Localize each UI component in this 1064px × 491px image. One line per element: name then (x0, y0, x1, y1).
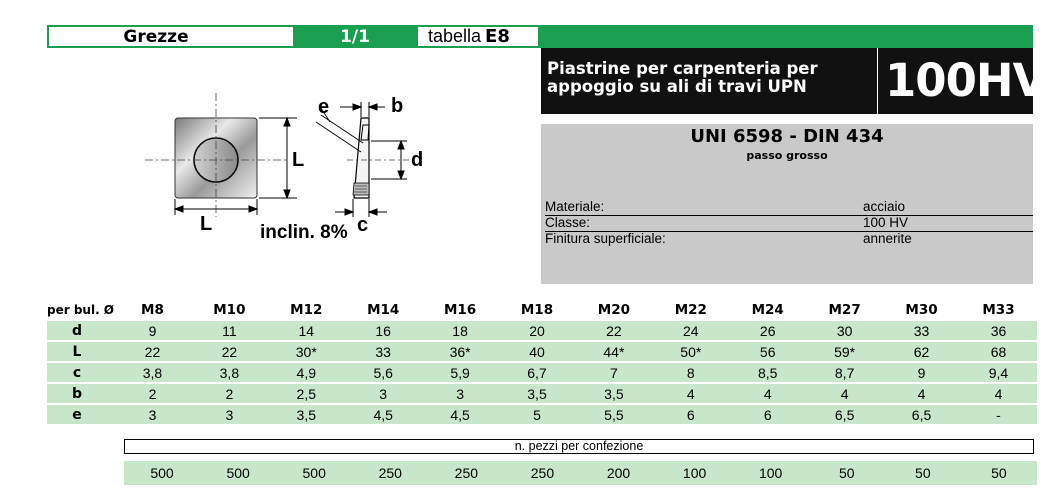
table-cell: 3 (114, 404, 191, 424)
header-size: M27 (806, 300, 883, 320)
prop-material: Materiale: acciaio (545, 199, 1033, 216)
label-l-horizontal: L (200, 213, 213, 235)
prop-finish: Finitura superficiale: annerite (545, 231, 912, 246)
table-cell: 30* (268, 341, 345, 362)
header-grezze: Grezze (49, 27, 293, 46)
product-title: Piastrine per carpenteria per appoggio su ali di travi UPN (547, 59, 818, 96)
table-cell: 9 (883, 362, 960, 383)
table-cell: 3 (191, 404, 268, 424)
table-row (47, 341, 1037, 362)
header-size: M30 (883, 300, 960, 320)
table-cell: 6 (729, 404, 806, 424)
table-cell: 59* (806, 341, 883, 362)
table-cell: 4 (960, 383, 1037, 404)
table-cell: 3 (345, 383, 422, 404)
label-c: c (357, 214, 369, 236)
packaging-label: n. pezzi per confezione (124, 439, 1034, 454)
table-cell: 33 (345, 341, 422, 362)
row-label: d (47, 320, 114, 341)
table-cell: 3 (422, 383, 499, 404)
packaging-quantity: 250 (378, 465, 402, 481)
table-cell: 6,5 (883, 404, 960, 424)
packaging-quantity: 50 (991, 465, 1007, 481)
packaging-quantity: 250 (454, 465, 479, 481)
header-size: M20 (575, 300, 652, 320)
table-cell: 44* (575, 341, 652, 362)
table-cell: 3,8 (191, 362, 268, 383)
table-cell: 20 (499, 320, 576, 341)
packaging-quantity: 100 (758, 465, 783, 481)
table-cell: 16 (345, 320, 422, 341)
header-size: M12 (268, 300, 345, 320)
table-row (47, 383, 1037, 404)
table-cell: 68 (960, 341, 1037, 362)
packaging-quantity: 500 (302, 465, 326, 481)
thread-type: passo grosso (746, 149, 828, 162)
table-cell: 56 (729, 341, 806, 362)
table-cell: 14 (268, 320, 345, 341)
packaging-quantity: 50 (838, 465, 855, 481)
table-cell: 5,6 (345, 362, 422, 383)
table-cell: 30 (806, 320, 883, 341)
table-cell: 8 (652, 362, 729, 383)
packaging-quantity: 500 (150, 465, 174, 481)
header-size: M8 (114, 300, 191, 320)
table-cell: 6,7 (499, 362, 576, 383)
label-l-vertical: L (292, 149, 305, 171)
table-cell: 36 (960, 320, 1037, 341)
table-cell: 22 (575, 320, 652, 341)
table-cell: 11 (191, 320, 268, 341)
header-size: M22 (652, 300, 729, 320)
label-e: e (318, 96, 330, 118)
packaging-row (124, 461, 1037, 485)
header-bar (47, 25, 1033, 48)
table-cell: 24 (652, 320, 729, 341)
table-cell: 5,5 (575, 404, 652, 424)
table-cell: 4,5 (345, 404, 422, 424)
table-row (47, 362, 1037, 383)
table-cell: 5 (499, 404, 576, 424)
table-cell: 3,8 (114, 362, 191, 383)
table-cell: 6,5 (806, 404, 883, 424)
table-cell: 2,5 (268, 383, 345, 404)
table-cell: 9 (114, 320, 191, 341)
table-cell: 4 (806, 383, 883, 404)
header-size: M33 (960, 300, 1037, 320)
table-cell: 4,9 (268, 362, 345, 383)
header-size: M16 (422, 300, 499, 320)
table-cell: 18 (422, 320, 499, 341)
table-row (47, 320, 1037, 341)
table-cell: 40 (499, 341, 576, 362)
dimension-b (340, 102, 385, 117)
table-row (47, 404, 1037, 424)
label-d: d (411, 149, 424, 171)
table-cell: 3,5 (499, 383, 576, 404)
packaging-quantity: 200 (606, 465, 631, 481)
table-cell: 26 (729, 320, 806, 341)
table-header-row (47, 300, 1037, 320)
packaging-quantity: 250 (530, 465, 555, 481)
technical-drawing (135, 85, 435, 250)
table-cell: 8,5 (729, 362, 806, 383)
header-size: M24 (729, 300, 806, 320)
table-cell: 8,7 (806, 362, 883, 383)
product-code: 100HV (885, 54, 1047, 107)
table-cell: 9,4 (960, 362, 1037, 383)
row-label: e (47, 404, 114, 424)
table-cell: - (960, 404, 1037, 424)
prop-class: Classe: 100 HV (545, 215, 1033, 232)
table-cell: 50* (652, 341, 729, 362)
table-cell: 4 (652, 383, 729, 404)
table-cell: 7 (575, 362, 652, 383)
table-cell: 4,5 (422, 404, 499, 424)
table-cell: 36* (422, 341, 499, 362)
packaging-quantity: 500 (226, 465, 250, 481)
packaging-quantity: 100 (682, 465, 707, 481)
row-label: c (47, 362, 114, 383)
product-title-block (541, 48, 1047, 114)
header-table-ref: tabella E8 (418, 27, 538, 46)
table-cell: 3,5 (268, 404, 345, 424)
header-size: M18 (499, 300, 576, 320)
spec-box (541, 124, 1033, 284)
label-inclination: inclin. 8% (260, 222, 348, 243)
table-cell: 4 (883, 383, 960, 404)
norm-title: UNI 6598 - DIN 434 (690, 126, 884, 147)
table-cell: 4 (729, 383, 806, 404)
table-cell: 62 (883, 341, 960, 362)
table-cell: 2 (191, 383, 268, 404)
label-b: b (391, 95, 404, 117)
table-cell: 22 (114, 341, 191, 362)
dimensions-table (47, 300, 1037, 424)
row-label: L (47, 341, 114, 362)
packaging-quantity: 50 (915, 465, 931, 481)
table-cell: 22 (191, 341, 268, 362)
header-bolt-diameter: per bul. Ø (47, 300, 114, 320)
header-ratio: 1/1 (340, 26, 370, 47)
table-cell: 3,5 (575, 383, 652, 404)
table-cell: 2 (114, 383, 191, 404)
row-label: b (47, 383, 114, 404)
table-cell: 6 (652, 404, 729, 424)
table-cell: 33 (883, 320, 960, 341)
table-cell: 5,9 (422, 362, 499, 383)
header-size: M10 (191, 300, 268, 320)
title-divider (877, 48, 878, 114)
header-size: M14 (345, 300, 422, 320)
